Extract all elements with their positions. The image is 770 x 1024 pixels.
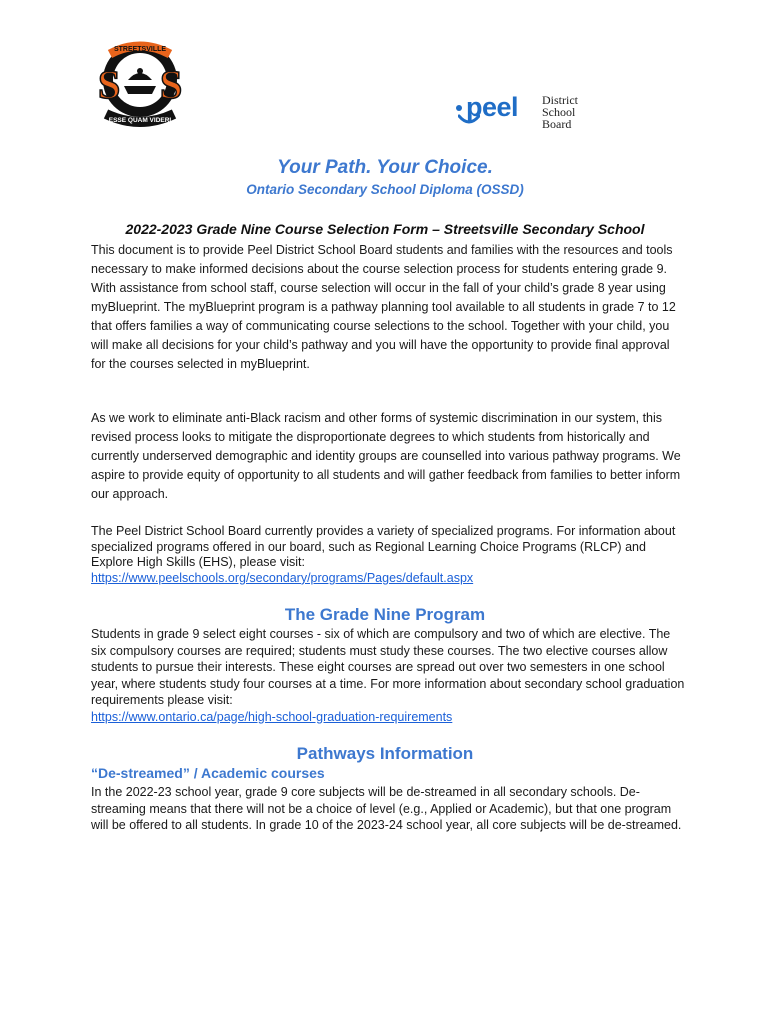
intro-paragraph-1: This document is to provide Peel District School Board students and families with the resources and tools necessary to make informed decisions about the course selection process for students entering grade 9. With assistance from school staff, course selection will occur in the fall of your child’s grade 8 year using myBlueprint. The myBlueprint program is a pathway planning tool available to all students in grade 7 to 12 that offers families a way of communicating course selections to the school. Together with your child, you will make all decisions for your child’s pathway and you will have the opportunity to provide final approval for the courses selected in myBlueprint. [91, 243, 676, 371]
specialized-programs-link[interactable]: https://www.peelschools.org/secondary/programs/Pages/default.aspx [91, 570, 474, 585]
grade-nine-text: Students in grade 9 select eight courses - six of which are compulsory and two of which are elective. The six compulsory courses are required; students must study these courses. The two elective courses allow students to pursue their interests. These eight courses are spread out over two semesters in one school year, where students study four courses at a time. For more information about secondary school graduation requirements please visit: [91, 627, 685, 707]
crest-letter-left: S [98, 62, 121, 107]
crest-book-icon [124, 86, 156, 94]
pathways-heading: Pathways Information [296, 744, 474, 763]
page-subtitle: Ontario Secondary School Diploma (OSSD) [246, 182, 524, 197]
crest-motto-text: ESSE QUAM VIDERI [108, 117, 172, 124]
form-title: 2022-2023 Grade Nine Course Selection Form – Streetsville Secondary School [125, 221, 645, 237]
peel-board-logo [456, 92, 606, 132]
grade-nine-paragraph [91, 626, 687, 725]
specialized-programs-text: The Peel District School Board currently provides a variety of specialized programs. For information about specialized programs offered in our board, such as Regional Learning Choice Programs (RLCP) and Explore High Skills (EHS), please visit: [91, 524, 676, 570]
school-crest-logo [88, 36, 192, 130]
intro-paragraph-2: As we work to eliminate anti-Black racism and other forms of systemic discrimination in our system, this revised process looks to mitigate the disproportionate degrees to which students from historically and currently underserved demographic and identity groups are counselled into various pathway programs. We aspire to provide equity of opportunity to all students and will gather feedback from families to better inform our approach. [91, 411, 681, 501]
grade-nine-heading: The Grade Nine Program [284, 605, 486, 624]
crest-letter-right: S [160, 62, 183, 107]
peel-dot-icon [456, 105, 462, 111]
page-title: Your Path. Your Choice. [277, 157, 493, 178]
peel-smile-icon [458, 114, 480, 128]
peel-board-line2: School Board [542, 105, 576, 131]
peel-wordmark: peel [466, 92, 519, 122]
peel-board-line1: District [542, 93, 578, 107]
crest-top-text: STREETSVILLE [113, 46, 167, 53]
pathways-paragraph: In the 2022-23 school year, grade 9 core subjects will be de-streamed in all secondary schools. De-streaming means that there will not be a choice of level (e.g., Applied or Academic), but that one program will be offered to all students. In grade 10 of the 2023-24 school year, all core subjects will be de-streamed. [91, 785, 682, 832]
peel-board-name [542, 94, 606, 130]
destreamed-subheading: “De-streamed” / Academic courses [91, 765, 325, 781]
graduation-requirements-link[interactable]: https://www.ontario.ca/page/high-school-graduation-requirements [91, 709, 453, 724]
intro-paragraph-3 [91, 524, 687, 586]
